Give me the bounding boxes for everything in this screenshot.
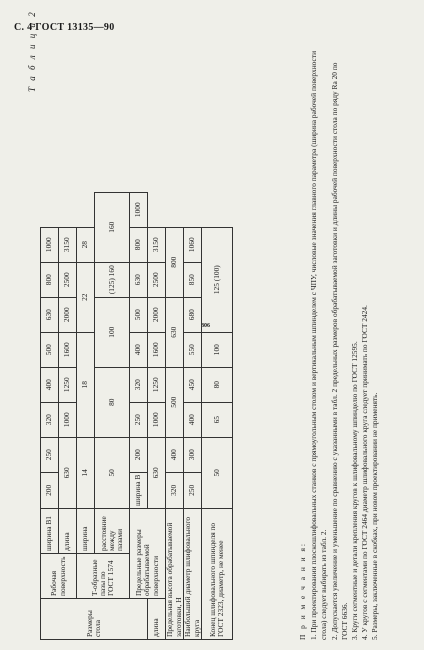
cell-value: (125) 160 <box>95 262 130 297</box>
cell-value: 400 <box>184 402 202 437</box>
cell-value: 320 <box>41 402 59 437</box>
cell-value: 3150 <box>59 227 77 262</box>
cell-value: 65 <box>202 402 233 437</box>
table-row <box>166 192 184 639</box>
cell-value: 250 <box>184 472 202 508</box>
cell-value: 800 <box>130 227 148 262</box>
table-row <box>41 192 59 639</box>
cell-value: 1250 <box>59 367 77 402</box>
cell-label: Конец шлифовального шпинделя по ГОСТ 2323, диаметр, не менее <box>202 509 233 640</box>
cell-value: 1000 <box>59 402 77 437</box>
cell-value: 850 <box>184 262 202 297</box>
cell-value: 18 <box>77 332 95 437</box>
cell-value: 1060 <box>184 227 202 262</box>
cell-label: длина <box>59 509 77 554</box>
cell-value: 1000 <box>130 192 148 227</box>
cell-value: 14 <box>77 437 95 508</box>
cell-value: 320 <box>130 367 148 402</box>
note-item: 5. Размеры, заключенные в скобках, при новом проектировании не применять. <box>370 392 380 640</box>
cell-value: 400 <box>41 367 59 402</box>
cell-label: ширина B <box>130 472 148 508</box>
parameters-table <box>40 192 233 640</box>
cell-value: 125 (100) <box>202 227 233 332</box>
cell-value: 160 <box>95 192 130 262</box>
cell-label: Размеры стола <box>41 599 148 640</box>
cell-value: 300 <box>184 437 202 472</box>
cell-value: 100 <box>95 297 130 367</box>
cell-value: 1000 <box>148 402 166 437</box>
cell-value: 80 <box>95 367 130 437</box>
table-row <box>77 192 95 639</box>
table-caption: Т а б л и ц а 2 <box>27 10 37 92</box>
note-item: 4. У кругов с сегментами по ГОСТ 2464 диаметр шлифовального круга следует принимать по ГОСТ 2424. <box>360 305 370 640</box>
cell-value: 630 <box>41 297 59 332</box>
cell-value: 320 <box>166 472 184 508</box>
cell-value: 3150 <box>148 227 166 262</box>
cell-value: 550 <box>184 332 202 367</box>
cell-value: 50 <box>202 437 233 508</box>
cell-value: 500 <box>41 332 59 367</box>
note-item: 2. Допускается увеличение и уменьшение по сравнению с указанными в табл. 2 предельных размеров обрабатываемой заготовки и длины рабочей поверхности стола по ряду Ra 20 по ГОСТ 6636. <box>329 62 349 640</box>
cell-value: 630 <box>59 437 77 508</box>
cell-value: 630 <box>166 297 184 367</box>
cell-value: 100 <box>202 332 233 367</box>
cell-value: 2000 <box>148 297 166 332</box>
cell-value: 500 <box>130 297 148 332</box>
cell-label: Наибольший диаметр шлифовального круга <box>184 509 202 640</box>
note-item: 3. Круги сегментные и детали крепления кругов к шлифовальному шпинделю по ГОСТ 12595. <box>350 341 360 640</box>
cell-label: Рабочая поверхность <box>41 554 77 599</box>
table-row <box>130 192 148 639</box>
cell-value: 250 <box>41 437 59 472</box>
cell-value: 200 <box>130 437 148 472</box>
cell-value: 250 <box>130 402 148 437</box>
table-row <box>202 192 233 639</box>
cell-value: 80 <box>202 367 233 402</box>
cell-value: 2000 <box>59 297 77 332</box>
cell-value: 800 <box>166 227 184 297</box>
cell-value: 2500 <box>148 262 166 297</box>
notes-title: П р и м е ч а н и я: <box>298 542 307 640</box>
cell-label: Предельные размеры обрабатываемой поверхности <box>130 509 166 599</box>
cell-label: ширина <box>77 509 95 554</box>
cell-label: расстояние между пазами <box>95 509 130 554</box>
cell-value: 50 <box>95 437 130 508</box>
cell-label: ширина B1 <box>41 509 59 554</box>
cell-value: 22 <box>77 262 95 332</box>
cell-value: 1250 <box>148 367 166 402</box>
note-item: 1. При проектировании плоскошлифовальных станков с прямоугольным столом и вертикальным шпинделем с ЧПУ, числовые значения главного параметра (ширина рабочей поверхности стола) следует выбирать из табл. 2. <box>309 50 329 640</box>
cell-value: 630 <box>148 437 166 508</box>
cell-value: 200 <box>41 472 59 508</box>
cell-value: 400 <box>130 332 148 367</box>
cell-value: 450 <box>184 367 202 402</box>
page-mark: 806 <box>201 323 210 329</box>
cell-value: 500 <box>166 367 184 437</box>
cell-value: 1000 <box>41 227 59 262</box>
cell-value: 400 <box>166 437 184 472</box>
cell-value: 28 <box>77 227 95 262</box>
cell-value: 630 <box>130 262 148 297</box>
cell-value: 680 <box>184 297 202 332</box>
cell-value: 800 <box>41 262 59 297</box>
cell-value: 1600 <box>148 332 166 367</box>
notes-block <box>298 50 381 640</box>
page-header: С. 4 ГОСТ 13135—90 <box>14 22 115 33</box>
cell-value: 1600 <box>59 332 77 367</box>
cell-label: длина <box>148 599 166 640</box>
cell-label: Предельная высота обрабатываемой заготовки, H <box>166 509 184 640</box>
cell-value: 2500 <box>59 262 77 297</box>
table-row <box>184 192 202 639</box>
cell-label: Т-образные пазы по ГОСТ 1574 <box>77 554 130 599</box>
